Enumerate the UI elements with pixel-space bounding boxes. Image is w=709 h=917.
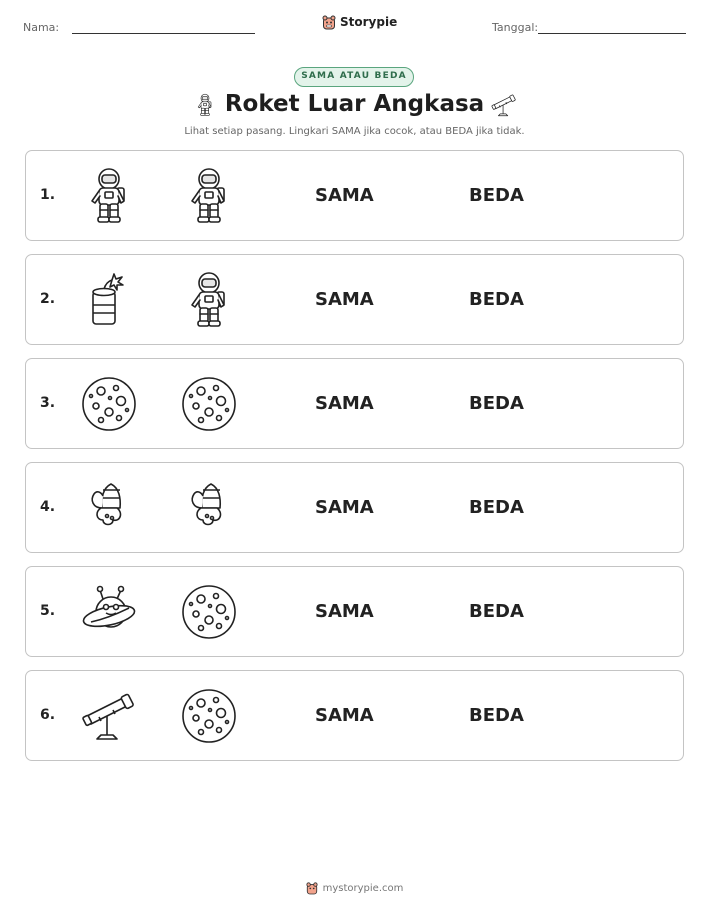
astronaut-icon [179, 270, 239, 330]
name-label: Nama: [23, 21, 60, 34]
astronaut-icon [179, 166, 239, 226]
page-title: Roket Luar Angkasa [224, 91, 485, 117]
astronaut-icon [79, 166, 139, 226]
rocket-icon [179, 478, 239, 538]
worksheet-type-badge: SAMA ATAU BEDA [294, 67, 414, 87]
option-different[interactable]: BEDA [469, 705, 524, 726]
footer-url[interactable]: mystorypie.com [322, 882, 404, 894]
storypie-mascot-icon [306, 881, 318, 895]
alien-ufo-icon [79, 582, 139, 642]
pair-row-5 [25, 566, 684, 657]
option-same[interactable]: SAMA [315, 705, 374, 726]
pair-row-4 [25, 462, 684, 553]
storypie-mascot-icon [322, 14, 336, 30]
row-number: 4. [40, 499, 56, 515]
pair-row-2 [25, 254, 684, 345]
option-same[interactable]: SAMA [315, 497, 374, 518]
option-same[interactable]: SAMA [315, 601, 374, 622]
rocket-icon [79, 478, 139, 538]
row-number: 2. [40, 291, 56, 307]
pair-row-6 [25, 670, 684, 761]
moon-icon [179, 686, 239, 746]
date-label: Tanggal: [492, 21, 539, 34]
option-same[interactable]: SAMA [315, 185, 374, 206]
telescope-icon [79, 686, 139, 746]
firecracker-icon [79, 270, 139, 330]
row-number: 1. [40, 187, 56, 203]
moon-icon [79, 374, 139, 434]
date-line[interactable] [538, 33, 686, 34]
option-different[interactable]: BEDA [469, 497, 524, 518]
instructions: Lihat setiap pasang. Lingkari SAMA jika cocok, atau BEDA jika tidak. [184, 126, 525, 137]
option-same[interactable]: SAMA [315, 393, 374, 414]
row-number: 6. [40, 707, 56, 723]
option-different[interactable]: BEDA [469, 289, 524, 310]
moon-icon [179, 374, 239, 434]
option-different[interactable]: BEDA [469, 601, 524, 622]
row-number: 3. [40, 395, 56, 411]
footer [0, 881, 709, 895]
title-telescope-icon [488, 91, 520, 119]
brand-logo [322, 14, 397, 30]
moon-icon [179, 582, 239, 642]
pair-row-3 [25, 358, 684, 449]
pair-row-1 [25, 150, 684, 241]
option-different[interactable]: BEDA [469, 185, 524, 206]
option-same[interactable]: SAMA [315, 289, 374, 310]
name-line[interactable] [72, 33, 255, 34]
brand-name: Storypie [340, 15, 398, 29]
option-different[interactable]: BEDA [469, 393, 524, 414]
row-number: 5. [40, 603, 56, 619]
